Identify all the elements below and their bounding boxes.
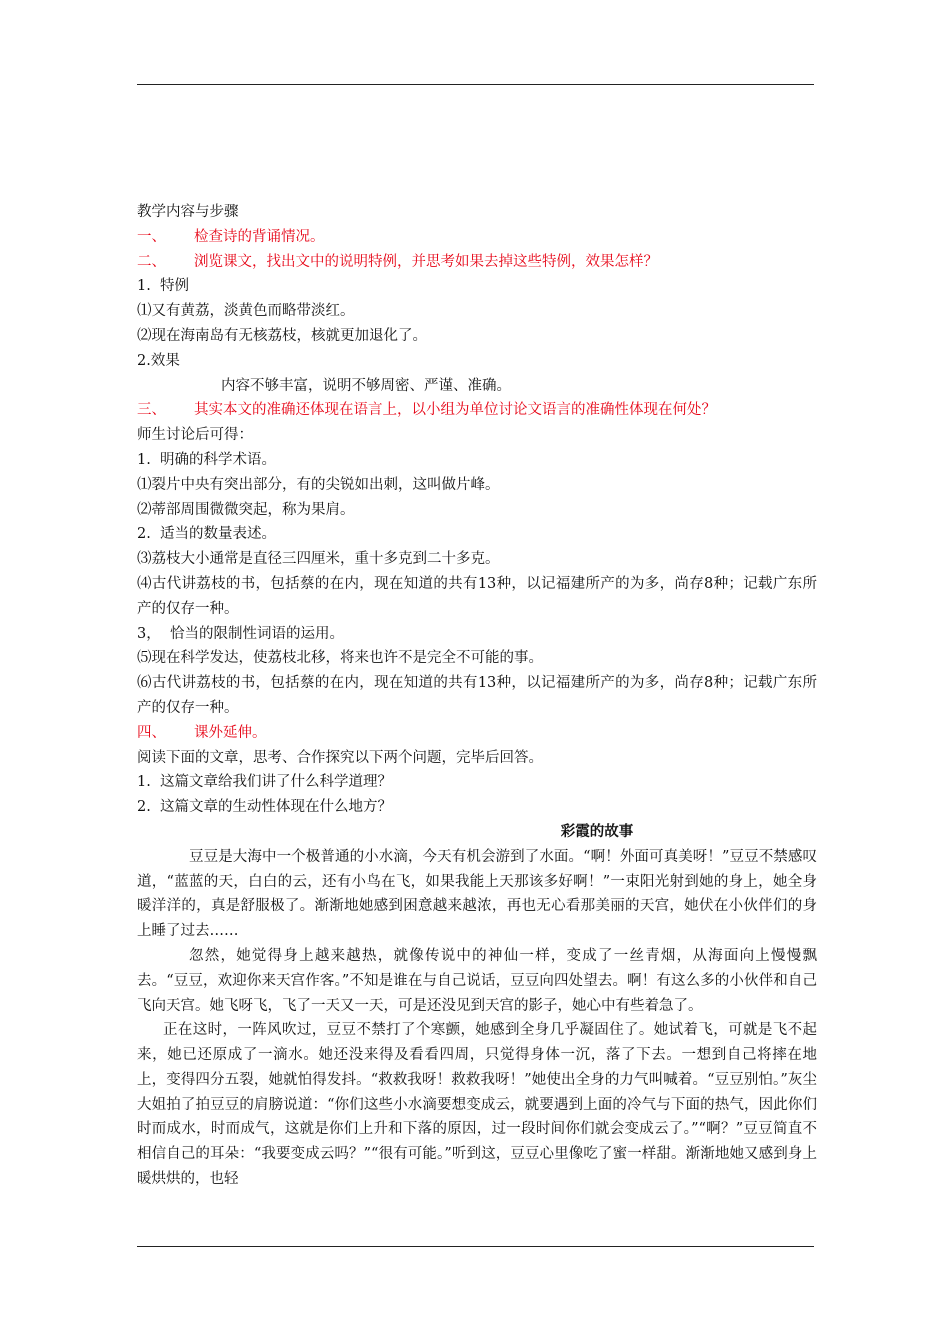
story-paragraph-1: 豆豆是大海中一个极普通的小水滴，今天有机会游到了水面。“啊！外面可真美呀！”豆豆不禁感叹道，“蓝蓝的天，白白的云，还有小鸟在飞，如果我能上天那该多好啊！”一束阳光射到她的身上，她全身暖洋洋的，真是舒服极了。渐渐地她感到困意越来越浓，再也无心看那美丽的天宫，她伏在小伙伴们的身上睡了过去…… (137, 848, 817, 940)
story-paragraph-2: 忽然，她觉得身上越来越热，就像传说中的神仙一样，变成了一丝青烟，从海面向上慢慢飘去。“豆豆，欢迎你来天宫作客。”不知是谁在与自己说话，豆豆向四处望去。啊！有这么多的小伙伴和自己飞向天宫。她飞呀飞，飞了一天又一天，可是还没见到天宫的影子，她心中有些着急了。 (137, 947, 817, 1014)
step-3-number: 三、 (137, 402, 166, 419)
discussion-intro: 师生讨论后可得： (137, 427, 253, 444)
step-4-heading (137, 721, 817, 746)
list-item: ⑵蒂部周围微微突起，称为果肩。 (137, 501, 355, 518)
effect-text: 内容不够丰富，说明不够周密、严谨、准确。 (221, 377, 511, 394)
section-title: 教学内容与步骤 (137, 204, 239, 220)
subheading: 3， 恰当的限制性词语的运用。 (137, 625, 344, 642)
document-body (137, 200, 817, 1192)
list-item: ⑴又有黄荔，淡黄色而略带淡红。 (137, 303, 355, 320)
story-paragraph-3: 正在这时，一阵风吹过，豆豆不禁打了个寒颤，她感到全身几乎凝固住了。她试着飞，可就是飞不起来，她已还原成了一滴水。她还没来得及看看四周，只觉得身体一沉，落了下去。一想到自己将摔在地上，变得四分五裂，她就怕得发抖。“救救我呀！救救我呀！”她使出全身的力气叫喊着。“豆豆别怕。”灰尘大姐拍了拍豆豆的肩膀说道：“你们这些小水滴要想变成云，就要遇到上面的冷气与下面的热气，因此你们时而成水，时而成气，这就是你们上升和下落的原因，过一段时间你们就会变成云了。”“啊？”豆豆简直不相信自己的耳朵：“我要变成云吗？”“很有可能。”听到这，豆豆心里像吃了蜜一样甜。渐渐地她又感到身上暖烘烘的，也轻 (137, 1022, 818, 1188)
list-item: ⑶荔枝大小通常是直径三四厘米，重十多克到二十多克。 (137, 551, 500, 568)
step-1-text: 检查诗的背诵情况。 (194, 228, 325, 245)
step-2-text: 浏览课文，找出文中的说明特例，并思考如果去掉这些特例，效果怎样？ (194, 253, 658, 270)
step-2-number: 二、 (137, 253, 166, 270)
reading-intro: 阅读下面的文章，思考、合作探究以下两个问题，完毕后回答。 (137, 749, 543, 766)
list-item: ⑸现在科学发达，使荔枝北移，将来也许不是完全不可能的事。 (137, 650, 543, 667)
subheading: 2.效果 (137, 352, 180, 369)
step-1-number: 一、 (137, 228, 166, 245)
list-item: ⑴裂片中央有突出部分，有的尖锐如出刺，这叫做片峰。 (137, 476, 500, 493)
step-4-number: 四、 (137, 724, 166, 741)
step-4-text: 课外延伸。 (194, 724, 267, 741)
step-1-heading (137, 225, 817, 250)
footer-rule (137, 1246, 814, 1247)
header-rule (137, 84, 814, 85)
subheading: 1. 特例 (137, 278, 190, 295)
subheading: 1. 明确的科学术语。 (137, 451, 277, 468)
list-item: ⑷古代讲荔枝的书，包括蔡的在内，现在知道的共有13种，以记福建所产的为多，尚存8种；记载广东所产的仅存一种。 (137, 575, 817, 617)
step-2-heading (137, 250, 817, 275)
subheading: 2. 适当的数量表述。 (137, 526, 277, 543)
question-1: 1. 这篇文章给我们讲了什么科学道理？ (137, 774, 393, 791)
story-title: 彩霞的故事 (560, 822, 634, 840)
step-3-text: 其实本文的准确还体现在语言上，以小组为单位讨论文语言的准确性体现在何处？ (194, 402, 716, 419)
question-2: 2. 这篇文章的生动性体现在什么地方？ (137, 799, 393, 816)
step-3-heading (137, 398, 817, 423)
list-item: ⑵现在海南岛有无核荔枝，核就更加退化了。 (137, 327, 427, 344)
list-item: ⑹古代讲荔枝的书，包括蔡的在内，现在知道的共有13种，以记福建所产的为多，尚存8种；记载广东所产的仅存一种。 (137, 675, 817, 716)
